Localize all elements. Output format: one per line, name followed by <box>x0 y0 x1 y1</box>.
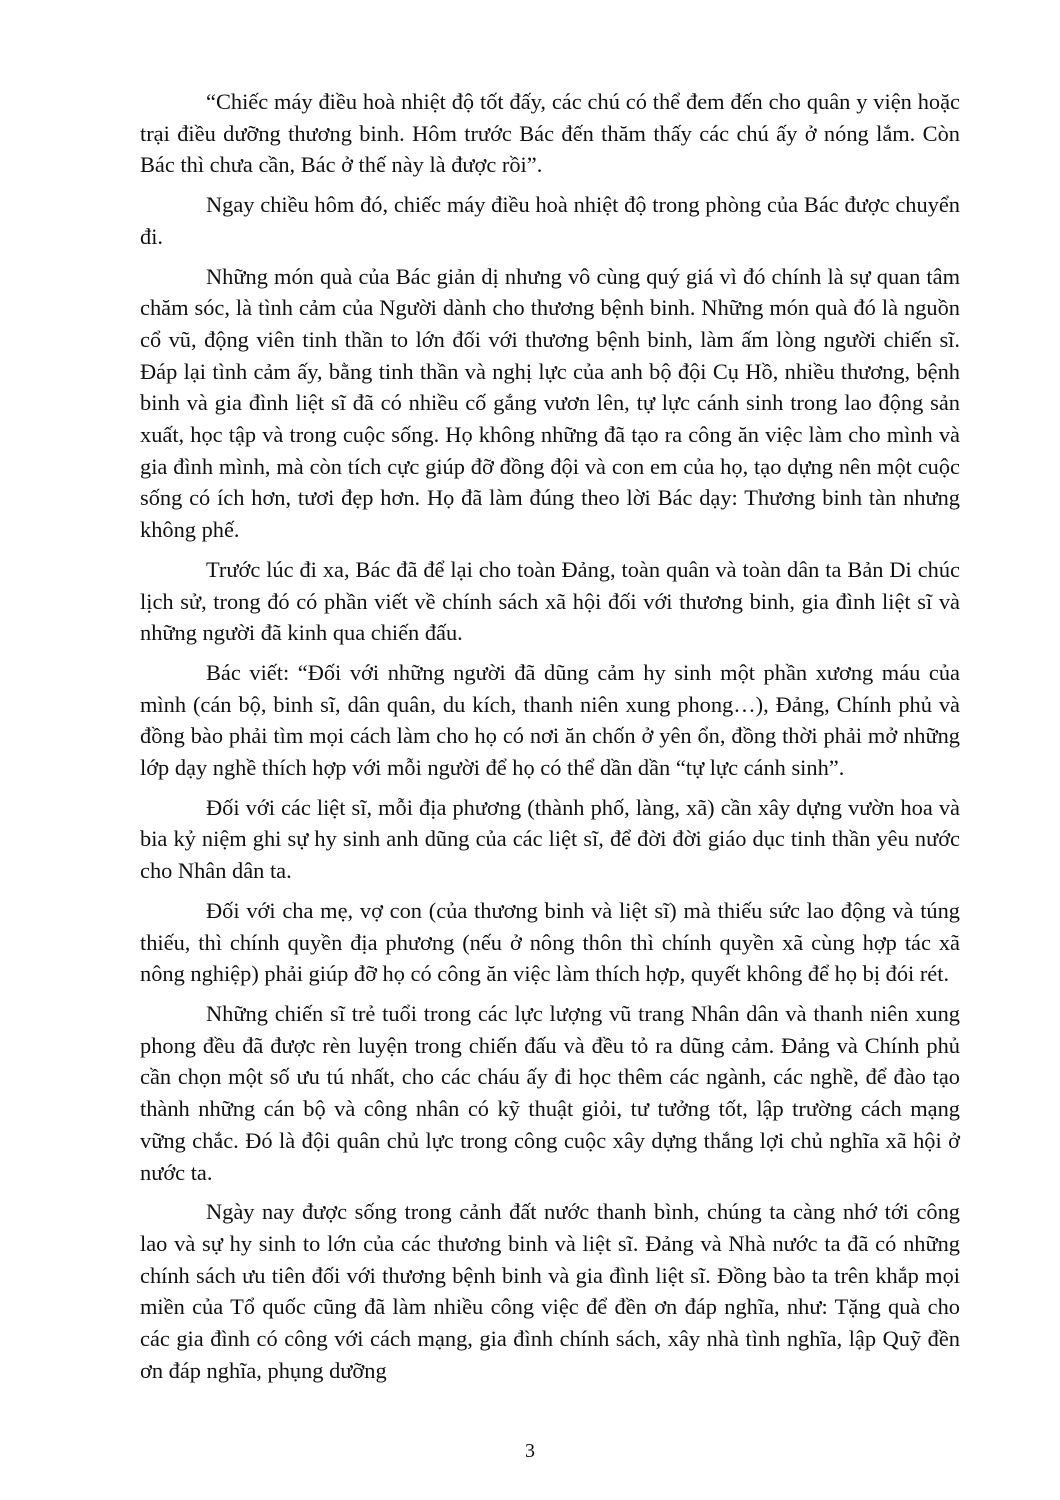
page-number: 3 <box>525 1440 535 1462</box>
paragraph: Đối với cha mẹ, vợ con (của thương binh và liệt sĩ) mà thiếu sức lao động và túng thiếu, thì chính quyền địa phương (nếu ở nông thôn thì chính quyền xã cùng hợp tác xã nông nghiệp) phải giúp đỡ họ có công ăn việc làm thích hợp, quyết không để họ bị đói rét. <box>140 897 960 987</box>
paragraph: Ngày nay được sống trong cảnh đất nước thanh bình, chúng ta càng nhớ tới công lao và sự hy sinh to lớn của các thương binh và liệt sĩ. Đảng và Nhà nước ta đã có những chính sách ưu tiên đối với thương bệnh binh và gia đình liệt sĩ. Đồng bào ta trên khắp mọi miền của Tổ quốc cũng đã làm nhiều công việc để đền ơn đáp nghĩa, như: Tặng quà cho các gia đình có công với cách mạng, gia đình chính sách, xây nhà tình nghĩa, lập Quỹ đền ơn đáp nghĩa, phụng dưỡng <box>140 1199 960 1383</box>
paragraph: Những chiến sĩ trẻ tuổi trong các lực lượng vũ trang Nhân dân và thanh niên xung phong đều đã được rèn luyện trong chiến đấu và đều tỏ ra dũng cảm. Đảng và Chính phủ cần chọn một số ưu tú nhất, cho các cháu ấy đi học thêm các ngành, các nghề, để đào tạo thành những cán bộ và công nhân có kỹ thuật giỏi, tư tưởng tốt, lập trường cách mạng vững chắc. Đó là đội quân chủ lực trong công cuộc xây dựng thắng lợi chủ nghĩa xã hội ở nước ta. <box>140 1000 960 1185</box>
paragraph: Ngay chiều hôm đó, chiếc máy điều hoà nhiệt độ trong phòng của Bác được chuyển đi. <box>140 192 960 249</box>
paragraph: Bác viết: “Đối với những người đã dũng cảm hy sinh một phần xương máu của mình (cán bộ, binh sĩ, dân quân, du kích, thanh niên xung phong…), Đảng, Chính phủ và đồng bào phải tìm mọi cách làm cho họ có nơi ăn chốn ở yên ổn, đồng thời phải mở những lớp dạy nghề thích hợp với mỗi người để họ có thể dần dần “tự lực cánh sinh”. <box>140 659 960 781</box>
paragraph: Trước lúc đi xa, Bác đã để lại cho toàn Đảng, toàn quân và toàn dân ta Bản Di chúc lịch sử, trong đó có phần viết về chính sách xã hội đối với thương binh, gia đình liệt sĩ và những người đã kinh qua chiến đấu. <box>140 556 960 646</box>
paragraph: “Chiếc máy điều hoà nhiệt độ tốt đấy, các chú có thể đem đến cho quân y viện hoặc trại điều dưỡng thương binh. Hôm trước Bác đến thăm thấy các chú ấy ở nóng lắm. Còn Bác thì chưa cần, Bác ở thế này là được rồi”. <box>140 89 960 178</box>
document-body <box>140 86 960 1394</box>
paragraph: Đối với các liệt sĩ, mỗi địa phương (thành phố, làng, xã) cần xây dựng vườn hoa và bia kỷ niệm ghi sự hy sinh anh dũng của các liệt sĩ, để đời đời giáo dục tinh thần yêu nước cho Nhân dân ta. <box>140 794 960 884</box>
paragraph: Những món quà của Bác giản dị nhưng vô cùng quý giá vì đó chính là sự quan tâm chăm sóc, là tình cảm của Người dành cho thương bệnh binh. Những món quà đó là nguồn cổ vũ, động viên tinh thần to lớn đối với thương bệnh binh, làm ấm lòng người chiến sĩ. Đáp lại tình cảm ấy, bằng tinh thần và nghị lực của anh bộ đội Cụ Hồ, nhiều thương, bệnh binh và gia đình liệt sĩ đã có nhiều cố gắng vươn lên, tự lực cánh sinh trong lao động sản xuất, học tập và trong cuộc sống. Họ không những đã tạo ra công ăn việc làm cho mình và gia đình mình, mà còn tích cực giúp đỡ đồng đội và con em của họ, tạo dựng nên một cuộc sống có ích hơn, tươi đẹp hơn. Họ đã làm đúng theo lời Bác dạy: Thương binh tàn nhưng không phế. <box>140 263 960 543</box>
